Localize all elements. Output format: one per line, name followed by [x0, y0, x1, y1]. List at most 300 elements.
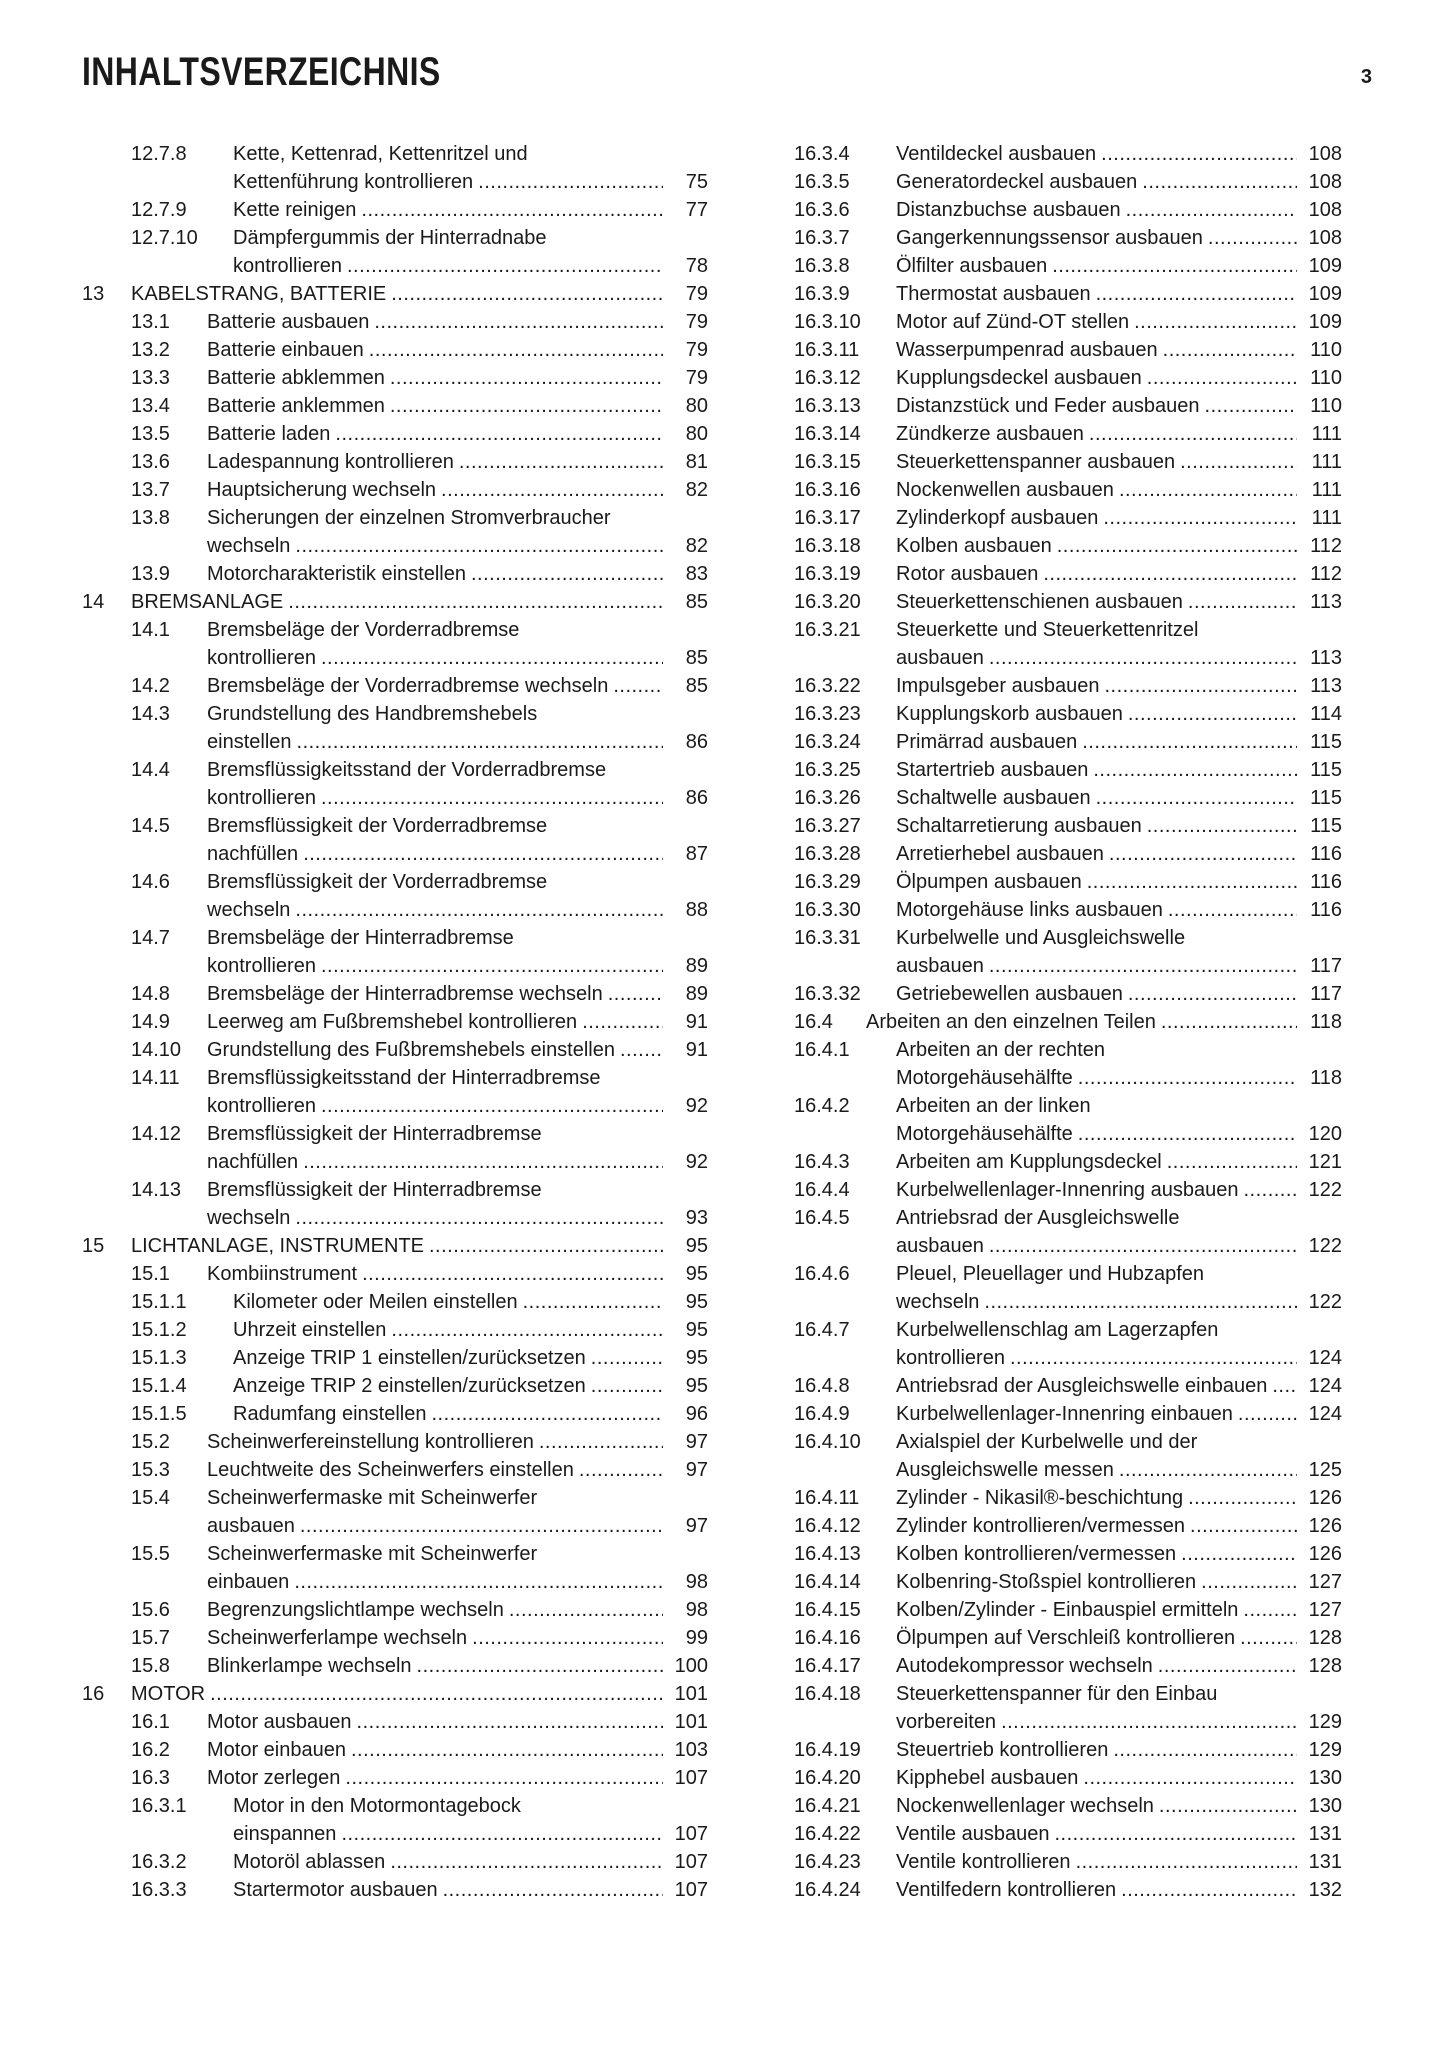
toc-entry-line [207, 728, 708, 756]
toc-entry-number: 16.3.14 [794, 423, 861, 445]
toc-entry-number: 14.8 [131, 983, 170, 1005]
toc-entry [82, 1540, 708, 1596]
toc-entry-line [896, 1736, 1342, 1764]
toc-entry-title: Motor auf Zünd-OT stellen [896, 311, 1130, 333]
toc-entry-title: Kettenführung kontrollieren [233, 171, 474, 193]
dot-leader [523, 1288, 663, 1316]
toc-entry-body [207, 392, 708, 420]
toc-entry-title: Primärrad ausbauen [896, 731, 1078, 753]
toc-entry-title: vorbereiten [896, 1711, 997, 1733]
toc-entry-number: 16.3.6 [794, 199, 850, 221]
toc-entry-title: Kurbelwellenlager-Innenring einbauen [896, 1403, 1233, 1425]
toc-entry-body [896, 280, 1342, 308]
toc-entry-number: 13.6 [131, 451, 170, 473]
dot-leader [1167, 1148, 1297, 1176]
toc-entry-number: 16.4.15 [794, 1599, 861, 1621]
toc-entry-number: 16.3.9 [794, 283, 850, 305]
toc-entry [82, 336, 708, 364]
toc-entry [82, 392, 708, 420]
toc-entry-page: 118 [1310, 1011, 1342, 1033]
toc-entry-page: 130 [1308, 1767, 1342, 1789]
toc-entry-number: 13.2 [131, 339, 170, 361]
toc-entry-title: kontrollieren [207, 1095, 316, 1117]
dot-leader [295, 532, 663, 560]
toc-entry-number: 16.4.5 [794, 1207, 850, 1229]
toc-entry-line [207, 392, 708, 420]
toc-entry-body [896, 1148, 1342, 1176]
dot-leader [1121, 1876, 1297, 1904]
dot-leader [1103, 504, 1297, 532]
toc-entry-number: 13.1 [131, 311, 170, 333]
toc-entry-body [207, 1764, 708, 1792]
toc-entry-number: 16.4.24 [794, 1879, 861, 1901]
toc-entry-body [233, 140, 708, 196]
toc-entry-page: 108 [1308, 227, 1342, 249]
toc-entry-number: 16.3.8 [794, 255, 850, 277]
toc-entry-page: 81 [685, 451, 708, 473]
toc-entry-line [896, 1064, 1342, 1092]
toc-entry-line [207, 532, 708, 560]
toc-entry [82, 364, 708, 392]
toc-entry-page: 112 [1310, 535, 1342, 557]
toc-entry-title: Motorgehäuse links ausbauen [896, 899, 1163, 921]
toc-entry-number: 14.11 [131, 1067, 180, 1089]
toc-entry-body [207, 336, 708, 364]
toc-entry-line [896, 700, 1342, 728]
toc-entry-line [207, 1092, 708, 1120]
toc-entry [794, 1400, 1342, 1428]
toc-entry-title: Batterie abklemmen [207, 367, 385, 389]
toc-entry [794, 252, 1342, 280]
toc-entry-line [896, 1876, 1342, 1904]
dot-leader [1208, 224, 1297, 252]
dot-leader [1205, 392, 1297, 420]
dot-leader [1101, 140, 1297, 168]
dot-leader [989, 952, 1297, 980]
toc-entry-line [896, 868, 1342, 896]
toc-entry-title: Radumfang einstellen [233, 1403, 427, 1425]
toc-entry-line [233, 168, 708, 196]
toc-entry-line [896, 1624, 1342, 1652]
toc-entry-page: 95 [685, 1235, 708, 1257]
toc-entry-page: 97 [685, 1515, 708, 1537]
toc-entry-number: 15 [82, 1235, 105, 1257]
toc-entry [794, 1260, 1342, 1316]
toc-entry-page: 117 [1310, 983, 1342, 1005]
toc-entry-title: Gangerkennungssensor ausbauen [896, 227, 1203, 249]
dot-leader [1180, 448, 1297, 476]
dot-leader [390, 1848, 663, 1876]
toc-entry-page: 97 [685, 1431, 708, 1453]
dot-leader [1158, 1652, 1297, 1680]
toc-entry-number: 16.4.14 [794, 1571, 861, 1593]
dot-leader [1082, 728, 1297, 756]
toc-entry-number: 15.1.4 [131, 1375, 187, 1397]
toc-entry-body [896, 1204, 1342, 1260]
dot-leader [429, 1232, 663, 1260]
toc-entry-number: 13 [82, 283, 105, 305]
toc-entry-title-line: Bremsflüssigkeitsstand der Vorderradbremse [207, 759, 607, 781]
toc-entry-body [896, 980, 1342, 1008]
toc-left-column [82, 140, 708, 1904]
toc-entry-title: Motorgehäusehälfte [896, 1067, 1073, 1089]
toc-entry-body [896, 1736, 1342, 1764]
dot-leader [1078, 1120, 1297, 1148]
toc-entry-body [207, 1120, 708, 1176]
toc-entry-title: Batterie laden [207, 423, 331, 445]
toc-entry-title: ausbauen [896, 955, 984, 977]
toc-entry [82, 1036, 708, 1064]
toc-entry-body [896, 588, 1342, 616]
toc-entry-page: 85 [685, 591, 708, 613]
toc-entry-number: 16.3.15 [794, 451, 861, 473]
toc-entry-line [207, 336, 708, 364]
toc-entry-line [896, 1400, 1342, 1428]
toc-entry-page: 109 [1308, 311, 1342, 333]
toc-entry-line [207, 1008, 708, 1036]
dot-leader [608, 980, 663, 1008]
dot-leader [1188, 588, 1297, 616]
toc-entry-title-line: Bremsflüssigkeit der Hinterradbremse [207, 1123, 542, 1145]
toc-entry-number: 16.1 [131, 1711, 170, 1733]
toc-entry-line [866, 1008, 1342, 1036]
toc-entry [82, 420, 708, 448]
toc-entry-number: 15.1.2 [131, 1319, 187, 1341]
toc-entry-title-line: Bremsflüssigkeit der Vorderradbremse [207, 815, 548, 837]
toc-entry [794, 1204, 1342, 1260]
toc-entry-body [896, 1652, 1342, 1680]
toc-entry-body [896, 1092, 1342, 1148]
toc-entry-title: kontrollieren [207, 955, 316, 977]
toc-entry-line [233, 1400, 708, 1428]
toc-entry-body [896, 728, 1342, 756]
toc-entry-page: 129 [1308, 1711, 1342, 1733]
toc-entry-number: 16.4.3 [794, 1151, 850, 1173]
toc-entry-body [896, 1596, 1342, 1624]
toc-entry [794, 140, 1342, 168]
toc-entry-title-line: Kette, Kettenrad, Kettenritzel und [233, 143, 528, 165]
toc-entry [794, 1568, 1342, 1596]
dot-leader [374, 308, 663, 336]
dot-leader [443, 1876, 663, 1904]
toc-entry-body [207, 476, 708, 504]
toc-entry [794, 532, 1342, 560]
toc-entry-page: 107 [674, 1851, 708, 1873]
toc-entry-number: 16.3.11 [794, 339, 860, 361]
toc-entry-number: 16.3.27 [794, 815, 861, 837]
toc-entry [794, 1848, 1342, 1876]
toc-entry-page: 120 [1308, 1123, 1342, 1145]
toc-entry-body [233, 1848, 708, 1876]
toc-entry-page: 79 [685, 311, 708, 333]
toc-entry-line [233, 1344, 708, 1372]
toc-entry-line [207, 672, 708, 700]
toc-entry-title: Uhrzeit einstellen [233, 1319, 387, 1341]
toc-entry-page: 110 [1310, 367, 1342, 389]
toc-entry-page: 122 [1308, 1179, 1342, 1201]
toc-entry [82, 1008, 708, 1036]
toc-entry-page: 79 [685, 283, 708, 305]
toc-entry-number: 13.4 [131, 395, 170, 417]
toc-entry-body [131, 588, 708, 616]
toc-entry-number: 16.3.29 [794, 871, 861, 893]
toc-entry-number: 15.2 [131, 1431, 170, 1453]
toc-entry-number: 16.3.16 [794, 479, 861, 501]
toc-entry-line [896, 504, 1342, 532]
toc-entry-line [207, 1036, 708, 1064]
toc-entry [794, 1736, 1342, 1764]
toc-entry-title-line: Kurbelwelle und Ausgleichswelle [896, 927, 1186, 949]
toc-entry-title: Steuerkettenschienen ausbauen [896, 591, 1183, 613]
dot-leader [1096, 280, 1297, 308]
toc-entry-title-line: Axialspiel der Kurbelwelle und der [896, 1431, 1198, 1453]
page-number: 3 [1360, 66, 1372, 88]
toc-entry-page: 122 [1308, 1291, 1342, 1313]
toc-entry [794, 476, 1342, 504]
toc-entry-line [131, 280, 708, 308]
toc-entry-page: 130 [1308, 1795, 1342, 1817]
toc-entry [794, 756, 1342, 784]
toc-entry-line [896, 364, 1342, 392]
toc-entry-number: 15.1.5 [131, 1403, 187, 1425]
toc-entry-page: 114 [1310, 703, 1342, 725]
dot-leader [321, 952, 663, 980]
toc-entry-title: kontrollieren [896, 1347, 1005, 1369]
dot-leader [347, 252, 663, 280]
toc-entry [794, 196, 1342, 224]
toc-entry-body [896, 1372, 1342, 1400]
toc-entry-page: 129 [1308, 1739, 1342, 1761]
toc-entry-body [207, 672, 708, 700]
dot-leader [1190, 1512, 1297, 1540]
toc-entry [82, 1400, 708, 1428]
toc-entry-body [896, 560, 1342, 588]
toc-entry-line [207, 1204, 708, 1232]
toc-entry-page: 95 [685, 1319, 708, 1341]
toc-entry-body [233, 1372, 708, 1400]
toc-entry-body [896, 336, 1342, 364]
toc-entry-number: 16.3.24 [794, 731, 861, 753]
toc-entry [82, 308, 708, 336]
toc-entry-title-line: Steuerkette und Steuerkettenritzel [896, 619, 1199, 641]
toc-entry-page: 115 [1310, 815, 1342, 837]
toc-entry-page: 101 [674, 1711, 708, 1733]
toc-entry-line [896, 420, 1342, 448]
toc-entry [82, 224, 708, 280]
toc-entry-page: 113 [1310, 591, 1342, 613]
toc-entry-title-line: Kurbelwellenschlag am Lagerzapfen [896, 1319, 1219, 1341]
toc-entry-page: 128 [1308, 1655, 1342, 1677]
toc-entry-body [207, 924, 708, 980]
toc-entry-page: 113 [1310, 647, 1342, 669]
toc-entry-title: kontrollieren [207, 647, 316, 669]
toc-entry-title: Kolben/Zylinder - Einbauspiel ermitteln [896, 1599, 1239, 1621]
toc-entry-body [896, 476, 1342, 504]
toc-entry [82, 1120, 708, 1176]
toc-entry-line [233, 1820, 708, 1848]
toc-entry [82, 1764, 708, 1792]
page-header [82, 50, 1372, 100]
dot-leader [1240, 1624, 1297, 1652]
toc-entry-body [131, 280, 708, 308]
toc-entry-title: Anzeige TRIP 1 einstellen/zurücksetzen [233, 1347, 586, 1369]
toc-entry-title: BREMSANLAGE [131, 591, 284, 613]
toc-entry-page: 79 [685, 339, 708, 361]
toc-entry-body [207, 616, 708, 672]
toc-entry-body [207, 1064, 708, 1120]
toc-entry-body [896, 196, 1342, 224]
toc-entry-title: Bremsbeläge der Hinterradbremse wechseln [207, 983, 603, 1005]
toc-entry-body [896, 532, 1342, 560]
toc-entry-page: 89 [685, 955, 708, 977]
toc-entry-title: Leuchtweite des Scheinwerfers einstellen [207, 1459, 574, 1481]
toc-entry-title: Ölpumpen ausbauen [896, 871, 1082, 893]
toc-entry-line [896, 1288, 1342, 1316]
toc-entry [794, 1680, 1342, 1736]
toc-entry-number: 13.8 [131, 507, 170, 529]
toc-entry-page: 107 [674, 1767, 708, 1789]
toc-entry [794, 1484, 1342, 1512]
toc-entry [794, 1372, 1342, 1400]
toc-entry-body [207, 364, 708, 392]
toc-entry-page: 88 [685, 899, 708, 921]
toc-entry-page: 132 [1308, 1879, 1342, 1901]
toc-entry [82, 1708, 708, 1736]
toc-entry-title-line: Bremsflüssigkeit der Vorderradbremse [207, 871, 548, 893]
toc-entry-title: wechseln [896, 1291, 980, 1313]
toc-entry-line [207, 784, 708, 812]
toc-entry-title: Kupplungsdeckel ausbauen [896, 367, 1142, 389]
toc-entry-number: 16.3.17 [794, 507, 861, 529]
toc-entry-line [896, 280, 1342, 308]
toc-entry-page: 108 [1308, 143, 1342, 165]
toc-entry-body [896, 420, 1342, 448]
toc-entry-title: Batterie ausbauen [207, 311, 370, 333]
toc-entry-title: Impulsgeber ausbauen [896, 675, 1100, 697]
toc-entry-page: 89 [685, 983, 708, 1005]
toc-entry-title: Thermostat ausbauen [896, 283, 1091, 305]
toc-entry [82, 448, 708, 476]
toc-entry [82, 1484, 708, 1540]
toc-entry-title: KABELSTRANG, BATTERIE [131, 283, 387, 305]
toc-entry [794, 924, 1342, 980]
toc-entry-page: 124 [1308, 1347, 1342, 1369]
toc-entry-page: 96 [685, 1403, 708, 1425]
toc-entry [794, 364, 1342, 392]
toc-entry-body [896, 616, 1342, 672]
toc-entry-number: 16.3.28 [794, 843, 861, 865]
toc-entry-line [207, 308, 708, 336]
toc-entry-title-line: Antriebsrad der Ausgleichswelle [896, 1207, 1180, 1229]
toc-entry-number: 15.6 [131, 1599, 170, 1621]
toc-entry-line [233, 252, 708, 280]
dot-leader [1093, 756, 1297, 784]
toc-entry-page: 111 [1311, 507, 1342, 529]
toc-entry [82, 1064, 708, 1120]
toc-entry-body [207, 1428, 708, 1456]
toc-entry-line [207, 448, 708, 476]
toc-entry [82, 1456, 708, 1484]
toc-entry [82, 1176, 708, 1232]
toc-entry-title: Kilometer oder Meilen einstellen [233, 1291, 518, 1313]
toc-entry-number: 16.3.13 [794, 395, 861, 417]
toc-entry [794, 616, 1342, 672]
toc-entry-title: Motor ausbauen [207, 1711, 352, 1733]
dot-leader [1142, 168, 1297, 196]
dot-leader [1119, 476, 1297, 504]
toc-entry-page: 116 [1310, 843, 1342, 865]
toc-entry-body [896, 1876, 1342, 1904]
toc-entry-body [896, 1260, 1342, 1316]
toc-entry-line [896, 196, 1342, 224]
dot-leader [1001, 1708, 1297, 1736]
toc-entry-number: 16.3.30 [794, 899, 861, 921]
toc-entry-body [207, 756, 708, 812]
toc-entry-line [896, 1372, 1342, 1400]
toc-entry-number: 12.7.9 [131, 199, 187, 221]
toc-entry-page: 109 [1308, 255, 1342, 277]
dot-leader [472, 1624, 663, 1652]
toc-entry-page: 78 [685, 255, 708, 277]
toc-entry-number: 16.3.12 [794, 367, 861, 389]
toc-entry-number: 16.4.12 [794, 1515, 861, 1537]
toc-entry-number: 16.3.4 [794, 143, 850, 165]
toc-entry-title: kontrollieren [207, 787, 316, 809]
toc-entry-page: 92 [685, 1151, 708, 1173]
toc-entry-number: 16.4.7 [794, 1319, 850, 1341]
toc-entry-line [896, 644, 1342, 672]
toc-entry-line [896, 1540, 1342, 1568]
toc-entry-number: 15.7 [131, 1627, 170, 1649]
toc-entry-title: Zylinder - Nikasil®-beschichtung [896, 1487, 1184, 1509]
toc-entry [82, 672, 708, 700]
toc-entry-number: 12.7.10 [131, 227, 198, 249]
toc-entry-title: Zündkerze ausbauen [896, 423, 1084, 445]
toc-entry-number: 16.3.32 [794, 983, 861, 1005]
toc-entry-page: 91 [685, 1039, 708, 1061]
toc-entry-title-line: Arbeiten an der linken [896, 1095, 1091, 1117]
toc-entry-body [896, 868, 1342, 896]
toc-entry-number: 14.9 [131, 1011, 170, 1033]
toc-entry-page: 98 [685, 1599, 708, 1621]
toc-entry-body [207, 1624, 708, 1652]
toc-entry-title: Distanzbuchse ausbauen [896, 199, 1121, 221]
toc-entry-title: Motor zerlegen [207, 1767, 341, 1789]
toc-entry [794, 1652, 1342, 1680]
toc-entry-number: 15.1.1 [131, 1291, 187, 1313]
toc-entry-line [207, 1652, 708, 1680]
toc-entry-number: 13.9 [131, 563, 170, 585]
toc-entry-body [233, 1400, 708, 1428]
toc-entry-line [896, 1820, 1342, 1848]
dot-leader [1181, 1540, 1297, 1568]
toc-entry-body [233, 224, 708, 280]
dot-leader [1089, 420, 1297, 448]
toc-entry [82, 1736, 708, 1764]
toc-entry-number: 16.3.31 [794, 927, 861, 949]
toc-entry-title-line: Bremsbeläge der Vorderradbremse [207, 619, 520, 641]
toc-entry-body [896, 1400, 1342, 1428]
toc-entry-number: 16.3.25 [794, 759, 861, 781]
dot-leader [1243, 1596, 1297, 1624]
toc-entry-number: 16.4.13 [794, 1543, 861, 1565]
toc-entry-title: Distanzstück und Feder ausbauen [896, 395, 1200, 417]
toc-entry-line [896, 1652, 1342, 1680]
dot-leader [1078, 1064, 1297, 1092]
dot-leader [471, 560, 663, 588]
dot-leader [303, 1148, 663, 1176]
toc-entry-page: 95 [685, 1375, 708, 1397]
